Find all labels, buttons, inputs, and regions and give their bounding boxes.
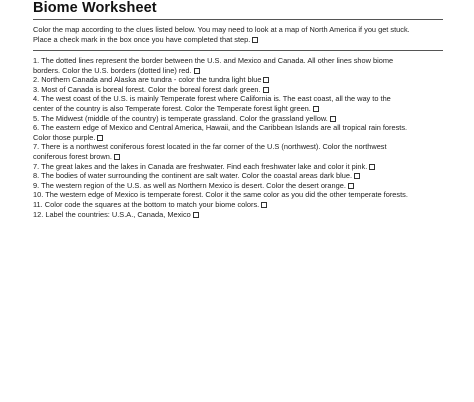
instructions-line-2	[33, 35, 453, 45]
clue-7b-text: 7. The great lakes and the lakes in Canada are freshwater. Find each freshwater lake and color it pink.	[33, 161, 368, 171]
title-divider	[33, 19, 443, 20]
clue-11-checkbox[interactable]	[261, 202, 267, 208]
clue-4-line-2-text: center of the country is also Temperate forest. Color the Temperate forest light green.	[33, 103, 311, 113]
clue-6-line-2	[33, 133, 453, 143]
clue-2-text: 2. Northern Canada and Alaska are tundra - color the tundra light blue	[33, 75, 262, 85]
instructions	[33, 25, 453, 45]
clue-10-text: 10. The western edge of Mexico is temperate forest. Color it the same color as you did the other temperate forests.	[33, 190, 408, 200]
clue-4-line-2	[33, 104, 453, 114]
clue-7-line-1: 7. There is a northwest coniferous forest located in the far corner of the U.S (northwest). Color the northwest	[33, 142, 387, 152]
clue-11	[33, 200, 453, 210]
clue-7-line-2	[33, 152, 453, 162]
worksheet-title: Biome Worksheet	[33, 0, 157, 16]
clue-12-text: 12. Label the countries: U.S.A., Canada, Mexico	[33, 209, 191, 219]
clue-2	[33, 75, 453, 85]
clue-1-checkbox[interactable]	[194, 68, 200, 74]
instructions-divider	[33, 50, 443, 51]
instructions-line-2-text: Place a check mark in the box once you have completed that step.	[33, 35, 251, 44]
clue-9-text: 9. The western region of the U.S. as well as Northern Mexico is desert. Color the desert orange.	[33, 180, 346, 190]
clue-6-line-1: 6. The eastern edge of Mexico and Central America, Hawaii, and the Caribbean Islands are all tropical rain forests.	[33, 123, 408, 133]
clue-7	[33, 142, 453, 161]
clue-7-line-2-text: coniferous forest brown.	[33, 151, 112, 161]
clue-4	[33, 94, 453, 113]
clue-4-checkbox[interactable]	[313, 106, 319, 112]
clue-9-checkbox[interactable]	[348, 183, 354, 189]
clue-5-text: 5. The Midwest (middle of the country) is temperate grassland. Color the grassland yellow.	[33, 113, 328, 123]
instructions-line-1: Color the map according to the clues listed below. You may need to look at a map of North America if you get stuck.	[33, 25, 410, 34]
clue-12	[33, 210, 453, 220]
clue-12-checkbox[interactable]	[193, 212, 199, 218]
clue-8-checkbox[interactable]	[354, 173, 360, 179]
clue-6-checkbox[interactable]	[97, 135, 103, 141]
clue-7b	[33, 162, 453, 172]
clue-7-checkbox[interactable]	[114, 154, 120, 160]
clue-1-line-2-text: borders. Color the U.S. borders (dotted line) red.	[33, 65, 192, 75]
clue-11-text: 11. Color code the squares at the bottom to match your biome colors.	[33, 199, 260, 209]
clue-4-line-1: 4. The west coast of the U.S. is mainly Temperate forest where California is. The east coast, all the way to the	[33, 94, 391, 104]
clue-9	[33, 181, 453, 191]
clue-1-line-2	[33, 66, 453, 76]
clue-1	[33, 56, 453, 75]
clue-list	[33, 56, 453, 219]
clue-3-checkbox[interactable]	[263, 87, 269, 93]
clue-3-text: 3. Most of Canada is boreal forest. Color the boreal forest dark green.	[33, 84, 261, 94]
clue-1-line-1: 1. The dotted lines represent the border between the U.S. and Mexico and Canada. All other lines show biome	[33, 56, 394, 65]
clue-10	[33, 190, 453, 200]
clue-6-line-2-text: Color those purple.	[33, 132, 96, 142]
clue-6	[33, 123, 453, 142]
clue-8	[33, 171, 453, 181]
instructions-checkbox[interactable]	[252, 37, 258, 43]
clue-5	[33, 114, 453, 124]
clue-3	[33, 85, 453, 95]
clue-8-text: 8. The bodies of water surrounding the continent are salt water. Color the coastal areas dark blue.	[33, 171, 353, 181]
clue-2-checkbox[interactable]	[263, 77, 269, 83]
clue-5-checkbox[interactable]	[330, 116, 336, 122]
clue-7b-checkbox[interactable]	[369, 164, 375, 170]
